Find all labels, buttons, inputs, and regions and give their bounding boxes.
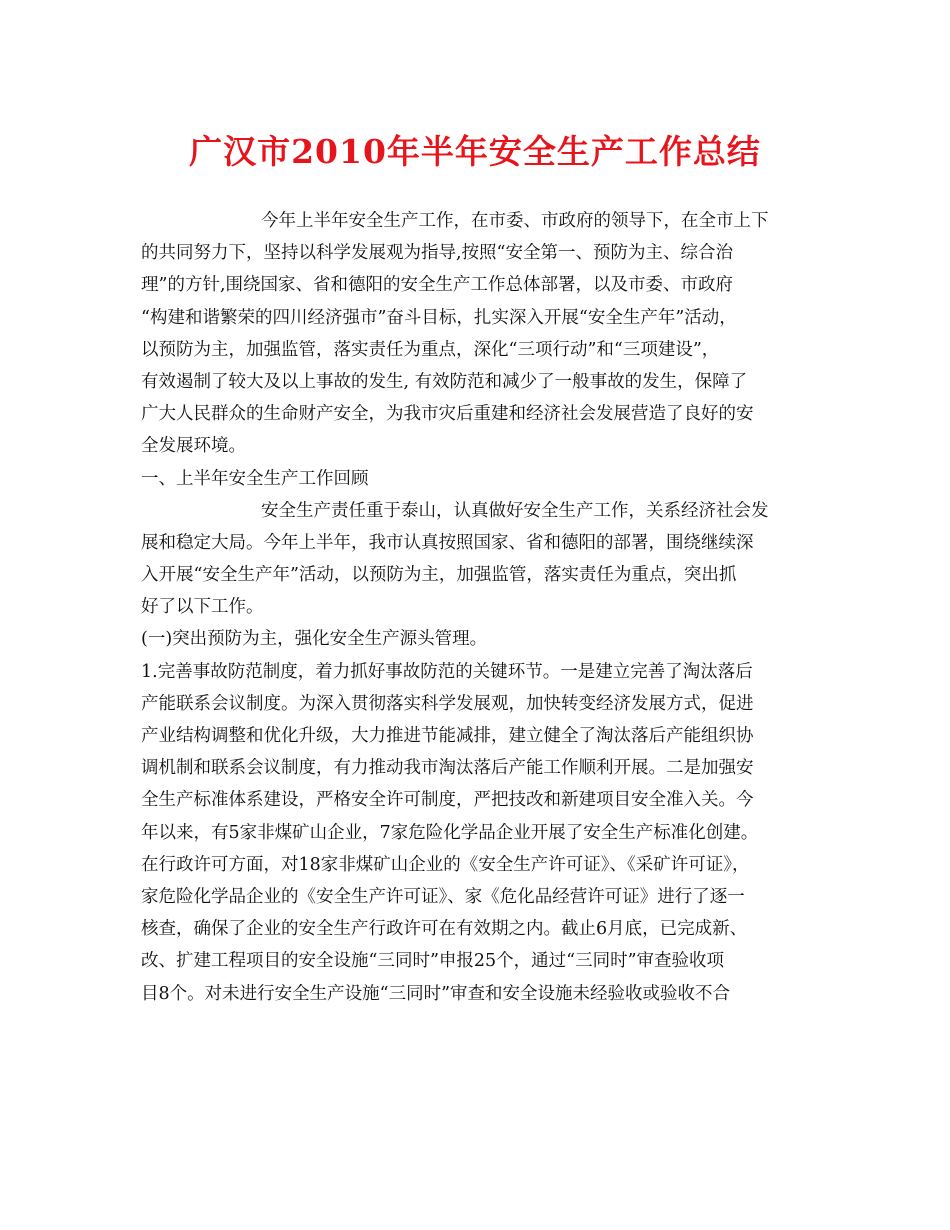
paragraph-line: 今年上半年安全生产工作，在市委、市政府的领导下，在全市上下: [261, 211, 769, 231]
paragraph-line: 产能联系会议制度。为深入贯彻落实科学发展观，加快转变经济发展方式，促进: [141, 693, 754, 714]
paragraph-line: 的共同努力下，坚持以科学发展观为指导,按照“安全第一、预防为主、综合治: [141, 243, 734, 264]
paragraph-line: “构建和谐繁荣的四川经济强市”奋斗目标，扎实深入开展“安全生产年”活动，: [141, 307, 737, 328]
paragraph-line: 改、扩建工程项目的安全设施“三同时”申报25个，通过“三同时”审查验收项: [141, 951, 725, 972]
document-body: [141, 205, 821, 1010]
paragraph-line: 家危险化学品企业的《安全生产许可证》、家《危化品经营许可证》进行了逐一: [141, 886, 745, 907]
paragraph-line: 好了以下工作。: [141, 597, 264, 618]
paragraph-line: 年以来，有5家非煤矿山企业，7家危险化学品企业开展了安全生产标准化创建。: [141, 822, 759, 843]
section-heading: 一、上半年安全生产工作回顾: [141, 468, 369, 489]
paragraph-line: 展和稳定大局。今年上半年，我市认真按照国家、省和德阳的部署，围绕继续深: [141, 532, 754, 553]
paragraph-line: 入开展“安全生产年”活动，以预防为主，加强监管，落实责任为重点，突出抓: [141, 565, 737, 586]
document-title: 广汉市2010年半年安全生产工作总结: [189, 132, 761, 171]
paragraph-line: 核查，确保了企业的安全生产行政许可在有效期之内。截止6月底，已完成新、: [141, 919, 748, 940]
paragraph-line: 调机制和联系会议制度，有力推动我市淘汰落后产能工作顺利开展。二是加强安: [141, 758, 754, 779]
paragraph-line: 全发展环境。: [141, 436, 246, 457]
paragraph-line: 理”的方针,围绕国家、省和德阳的安全生产工作总体部署，以及市委、市政府: [141, 275, 734, 296]
paragraph-line: 产业结构调整和优化升级，大力推进节能减排，建立健全了淘汰落后产能组织协: [141, 726, 754, 746]
paragraph-line: 目8个。对未进行安全生产设施“三同时”审查和安全设施未经验收或验收不合: [141, 983, 731, 1004]
paragraph-line: 在行政许可方面，对18家非煤矿山企业的《安全生产许可证》、《采矿许可证》，: [141, 854, 750, 875]
paragraph-line: 全生产标准体系建设，严格安全许可制度，严把技改和新建项目安全准入关。今: [141, 790, 754, 811]
paragraph-line: 有效遏制了较大及以上事故的发生, 有效防范和减少了一般事故的发生，保障了: [141, 371, 748, 392]
paragraph-line: 广大人民群众的生命财产安全，为我市灾后重建和经济社会发展营造了良好的安: [141, 404, 754, 425]
paragraph-line: 以预防为主，加强监管，落实责任为重点，深化“三项行动”和“三项建设”，: [141, 339, 720, 360]
paragraph-line: 安全生产责任重于泰山，认真做好安全生产工作，关系经济社会发: [261, 500, 769, 521]
subsection-heading: (一)突出预防为主，强化安全生产源头管理。: [141, 629, 488, 650]
paragraph-line: 1.完善事故防范制度，着力抓好事故防范的关键环节。一是建立完善了淘汰落后: [141, 661, 753, 682]
